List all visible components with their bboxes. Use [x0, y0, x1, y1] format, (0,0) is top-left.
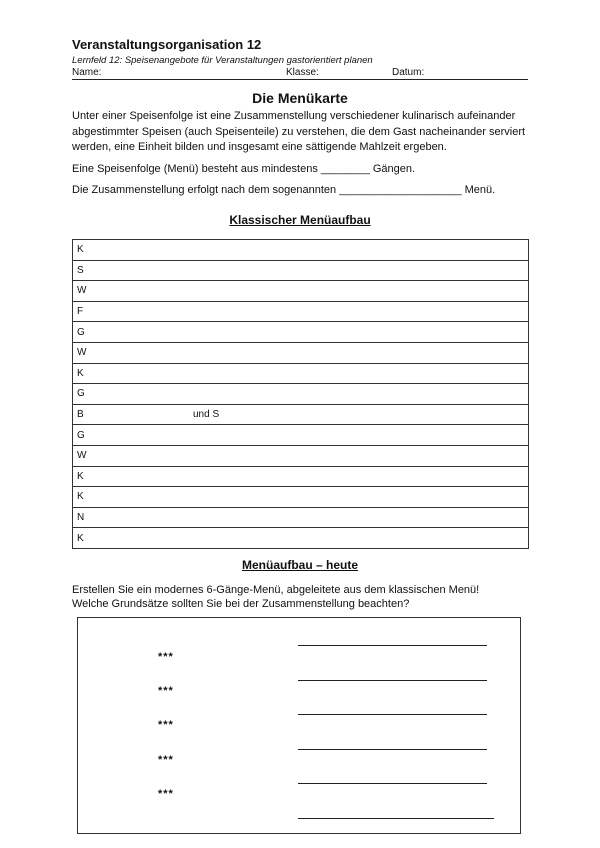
menu-course-cell[interactable] — [73, 240, 529, 261]
course-initial: B — [77, 409, 84, 421]
menu-course-cell[interactable] — [73, 363, 529, 384]
modern-menu-task — [72, 583, 532, 611]
answer-line[interactable] — [298, 818, 494, 819]
course-initial: K — [77, 491, 84, 503]
learning-field-subtitle: Lernfeld 12: Speisenangebote für Veranstaltungen gastorientiert planen — [72, 55, 373, 66]
menu-course-cell[interactable] — [73, 507, 529, 528]
course-initial: W — [77, 347, 87, 359]
menu-course-row — [73, 425, 529, 446]
menu-course-cell[interactable] — [73, 445, 529, 466]
course-initial: G — [77, 326, 85, 338]
intro-paragraph: Unter einer Speisenfolge ist eine Zusammenstellung verschiedener kulinarisch aufeinander abgestimmter Speisen (auch Speisenteile) zu verstehen, die dem Gast nacheinander serviert werden, eine Einheit bilden und insgesamt eine sättigende Mahlzeit ergeben. — [72, 110, 526, 153]
course-separator: *** — [158, 719, 174, 731]
datum-label: Datum: — [392, 67, 425, 78]
course-initial: S — [77, 264, 84, 276]
classic-menu-heading: Klassischer Menüaufbau — [229, 213, 371, 227]
course-initial: K — [77, 470, 84, 482]
menu-course-cell[interactable] — [73, 404, 529, 425]
course-initial: F — [77, 306, 84, 318]
student-info-line — [72, 66, 528, 80]
course-initial: G — [77, 429, 85, 441]
task-line-2: Welche Grundsätze sollten Sie bei der Zusammenstellung beachten? — [72, 598, 410, 610]
course-separator: *** — [158, 788, 174, 800]
classic-menu-table — [72, 239, 529, 549]
answer-line[interactable] — [298, 645, 487, 646]
menu-course-cell[interactable] — [73, 384, 529, 405]
question-min-courses: Eine Speisenfolge (Menü) besteht aus mindestens ________ Gängen. — [72, 163, 416, 175]
course-title: Veranstaltungsorganisation 12 — [72, 37, 262, 52]
menu-course-row — [73, 466, 529, 487]
course-initial: K — [77, 367, 84, 379]
menu-course-cell[interactable] — [73, 528, 529, 549]
menu-course-row — [73, 281, 529, 302]
menu-course-cell[interactable] — [73, 342, 529, 363]
menu-course-row — [73, 260, 529, 281]
menu-answer-box[interactable] — [77, 617, 521, 834]
menu-course-row — [73, 342, 529, 363]
menu-course-row — [73, 404, 529, 425]
menu-course-cell[interactable] — [73, 487, 529, 508]
course-extra-initial: und S — [193, 408, 220, 420]
menu-course-cell[interactable] — [73, 466, 529, 487]
menu-course-cell[interactable] — [73, 322, 529, 343]
course-separator: *** — [158, 651, 174, 663]
menu-course-row — [73, 240, 529, 261]
menu-course-row — [73, 363, 529, 384]
answer-line[interactable] — [298, 783, 487, 784]
menu-course-row — [73, 322, 529, 343]
name-label: Name: — [72, 67, 102, 78]
answer-line[interactable] — [298, 680, 487, 681]
menu-course-row — [73, 445, 529, 466]
menu-course-cell[interactable] — [73, 425, 529, 446]
course-initial: G — [77, 388, 85, 400]
course-initial: K — [77, 244, 84, 256]
menu-course-cell[interactable] — [73, 301, 529, 322]
answer-line[interactable] — [298, 714, 487, 715]
course-initial: K — [77, 532, 84, 544]
menu-course-cell[interactable] — [73, 281, 529, 302]
course-separator: *** — [158, 754, 174, 766]
menu-course-row — [73, 528, 529, 549]
course-initial: N — [77, 512, 85, 524]
menu-course-row — [73, 507, 529, 528]
page-title: Die Menükarte — [252, 90, 348, 106]
course-separator: *** — [158, 685, 174, 697]
course-initial: W — [77, 450, 87, 462]
course-initial: W — [77, 285, 87, 297]
modern-menu-heading: Menüaufbau – heute — [241, 558, 358, 572]
klasse-label: Klasse: — [286, 67, 319, 78]
answer-line[interactable] — [298, 749, 487, 750]
menu-course-row — [73, 487, 529, 508]
menu-course-row — [73, 301, 529, 322]
menu-course-cell[interactable] — [73, 260, 529, 281]
question-menu-type: Die Zusammenstellung erfolgt nach dem sogenannten ____________________ Menü. — [72, 184, 496, 196]
task-line-1: Erstellen Sie ein modernes 6-Gänge-Menü, abgeleitete aus dem klassischen Menü! — [72, 584, 480, 596]
menu-course-row — [73, 384, 529, 405]
